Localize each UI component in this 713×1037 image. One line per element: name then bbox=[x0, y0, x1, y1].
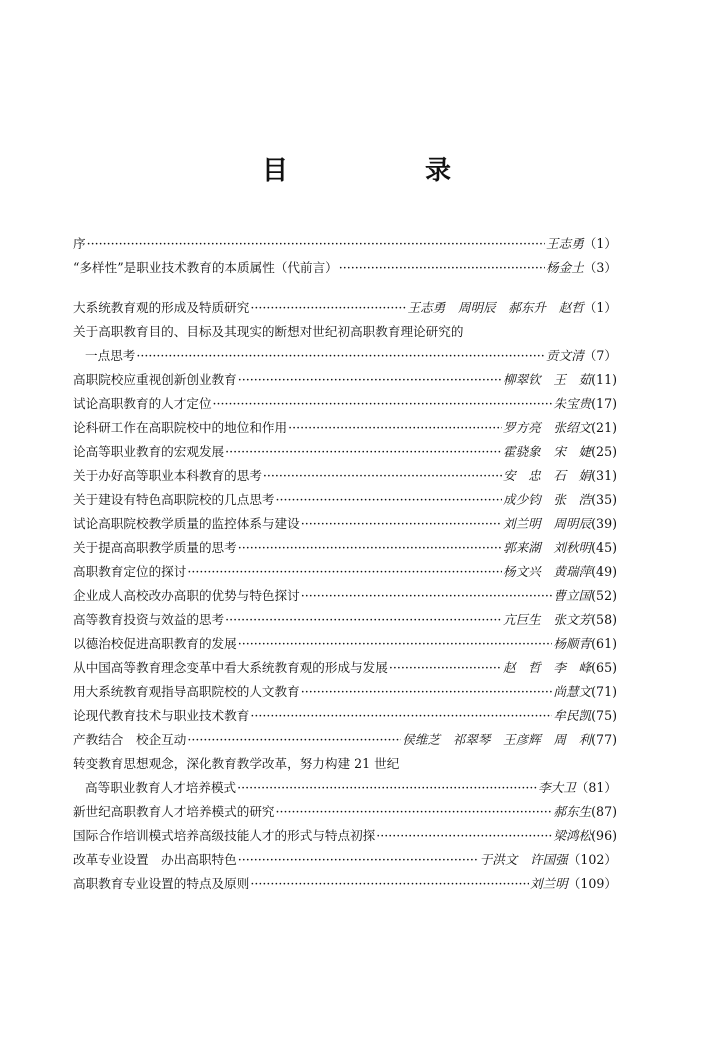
entry-author: 侯维芝 祁翠琴 王彦辉 周 利 bbox=[402, 732, 592, 747]
toc-entry[interactable] bbox=[73, 344, 617, 368]
entry-page: (52) bbox=[591, 588, 617, 603]
dot-leader bbox=[87, 232, 545, 256]
entry-page: (21) bbox=[591, 420, 617, 435]
entry-page: (65) bbox=[591, 660, 617, 675]
entry-author: 杨金土 bbox=[546, 260, 584, 275]
toc-entry[interactable] bbox=[73, 232, 617, 256]
entry-author: 朱宝贵 bbox=[553, 396, 592, 411]
dot-leader bbox=[389, 656, 502, 680]
entry-title: 高职教育定位的探讨 bbox=[73, 564, 187, 579]
toc-entry[interactable] bbox=[73, 824, 617, 848]
entry-title: 关于建设有特色高职院校的几点思考 bbox=[73, 492, 275, 507]
entry-author: 贡文清 bbox=[546, 348, 584, 363]
entry-author: 霍骁象 宋 婕 bbox=[502, 444, 592, 459]
toc-entry[interactable] bbox=[73, 560, 617, 584]
entry-title: 大系统教育观的形成及特质研究 bbox=[73, 300, 250, 315]
dot-leader bbox=[187, 560, 502, 584]
dot-leader bbox=[288, 416, 502, 440]
dot-leader bbox=[238, 368, 502, 392]
toc-entry[interactable] bbox=[73, 848, 617, 872]
toc-entry[interactable] bbox=[73, 656, 617, 680]
entry-title: 试论高职院校教学质量的监控体系与建设 bbox=[73, 516, 300, 531]
toc-entry[interactable] bbox=[73, 800, 617, 824]
toc-entry[interactable] bbox=[73, 368, 617, 392]
toc-entry[interactable] bbox=[73, 776, 617, 800]
dot-leader bbox=[250, 872, 529, 896]
entry-author: 成少钧 张 浩 bbox=[502, 492, 592, 507]
entry-page: (75) bbox=[591, 708, 617, 723]
dot-leader bbox=[301, 512, 502, 536]
entry-author: 罗方亮 张绍文 bbox=[502, 420, 592, 435]
entry-page: (96) bbox=[591, 828, 617, 843]
dot-leader bbox=[250, 704, 552, 728]
entry-title: 改革专业设置 办出高职特色 bbox=[73, 852, 237, 867]
entry-author: 梁鸿松 bbox=[553, 828, 592, 843]
entry-title: 企业成人高校改办高职的优势与特色探讨 bbox=[73, 588, 300, 603]
chapter-list bbox=[73, 296, 617, 896]
entry-author: 杨文兴 黄瑞萍 bbox=[502, 564, 592, 579]
entry-author: 杨顺青 bbox=[553, 636, 592, 651]
dot-leader bbox=[136, 344, 545, 368]
entry-page: （1） bbox=[583, 236, 617, 251]
dot-leader bbox=[225, 440, 502, 464]
entry-page: (71) bbox=[591, 684, 617, 699]
toc-entry[interactable] bbox=[73, 392, 617, 416]
toc-entry[interactable] bbox=[73, 632, 617, 656]
entry-page: （109） bbox=[567, 876, 617, 891]
toc-entry[interactable] bbox=[73, 464, 617, 488]
entry-author: 牟民凯 bbox=[553, 708, 592, 723]
dot-leader bbox=[238, 536, 502, 560]
dot-leader bbox=[376, 824, 552, 848]
entry-title: 国际合作培训模式培养高级技能人才的形式与特点初探 bbox=[73, 828, 376, 843]
entry-author: 安 忠 石 娟 bbox=[502, 468, 592, 483]
toc-entry[interactable] bbox=[73, 584, 617, 608]
entry-page: (87) bbox=[591, 804, 617, 819]
entry-page: (45) bbox=[591, 540, 617, 555]
dot-leader bbox=[301, 584, 553, 608]
entry-title: 论科研工作在高职院校中的地位和作用 bbox=[73, 420, 288, 435]
entry-page: (61) bbox=[591, 636, 617, 651]
entry-page: (49) bbox=[591, 564, 617, 579]
dot-leader bbox=[238, 848, 479, 872]
toc-entry[interactable] bbox=[73, 680, 617, 704]
entry-page: (58) bbox=[591, 612, 617, 627]
toc-entry[interactable] bbox=[73, 704, 617, 728]
entry-title: 试论高职教育的人才定位 bbox=[73, 396, 212, 411]
entry-title: 关于办好高等职业本科教育的思考 bbox=[73, 468, 262, 483]
entry-page: (39) bbox=[591, 516, 617, 531]
entry-author: 柳翠钦 王 茹 bbox=[502, 372, 592, 387]
entry-title: 以德治校促进高职教育的发展 bbox=[73, 636, 237, 651]
entry-title: 关于提高高职教学质量的思考 bbox=[73, 540, 237, 555]
entry-page: （102） bbox=[567, 852, 617, 867]
dot-leader bbox=[276, 488, 502, 512]
entry-page: (25) bbox=[591, 444, 617, 459]
toc-entry[interactable] bbox=[73, 488, 617, 512]
dot-leader bbox=[213, 392, 553, 416]
dot-leader bbox=[250, 296, 406, 320]
entry-page: (31) bbox=[591, 468, 617, 483]
entry-author: 于洪文 许国强 bbox=[479, 852, 568, 867]
entry-author: 亢巨生 张文芳 bbox=[502, 612, 592, 627]
dot-leader bbox=[225, 608, 502, 632]
entry-author: 曹立国 bbox=[553, 588, 592, 603]
toc-entry-title-line[interactable]: 关于高职教育目的、目标及其现实的断想对世纪初高职教育理论研究的 bbox=[73, 324, 464, 339]
entry-title: 新世纪高职教育人才培养模式的研究 bbox=[73, 804, 275, 819]
entry-author: 郭来湖 刘秋明 bbox=[502, 540, 592, 555]
entry-author: 王志勇 bbox=[546, 236, 584, 251]
entry-title: 高职教育专业设置的特点及原则 bbox=[73, 876, 250, 891]
dot-leader bbox=[187, 728, 401, 752]
toc-entry[interactable] bbox=[73, 536, 617, 560]
toc-entry[interactable] bbox=[73, 256, 617, 280]
table-of-contents bbox=[73, 232, 617, 896]
toc-entry[interactable] bbox=[73, 608, 617, 632]
toc-entry[interactable] bbox=[73, 296, 617, 320]
entry-author: 郝东生 bbox=[553, 804, 592, 819]
entry-title: 论高等职业教育的宏观发展 bbox=[73, 444, 225, 459]
page-title: 目 录 bbox=[261, 156, 516, 186]
front-matter bbox=[73, 232, 617, 280]
entry-title: 高职院校应重视创新创业教育 bbox=[73, 372, 237, 387]
dot-leader bbox=[339, 256, 545, 280]
entry-page: (17) bbox=[591, 396, 617, 411]
entry-title: 论现代教育技术与职业技术教育 bbox=[73, 708, 250, 723]
entry-author: 王志勇 周明辰 郝东升 赵哲 bbox=[407, 300, 584, 315]
entry-author: 赵 哲 李 峰 bbox=[502, 660, 592, 675]
entry-author: 尚慧文 bbox=[553, 684, 592, 699]
toc-entry[interactable] bbox=[73, 512, 617, 536]
dot-leader bbox=[238, 632, 553, 656]
entry-author: 刘兰明 周明辰 bbox=[502, 516, 592, 531]
section-gap bbox=[73, 280, 617, 296]
entry-title: 高等职业教育人才培养模式 bbox=[85, 780, 237, 795]
entry-page: （7） bbox=[583, 348, 617, 363]
entry-title: 从中国高等教育理念变革中看大系统教育观的形成与发展 bbox=[73, 660, 388, 675]
entry-page: （81） bbox=[575, 780, 617, 795]
toc-entry[interactable] bbox=[73, 440, 617, 464]
entry-author: 刘兰明 bbox=[529, 876, 568, 891]
toc-entry-title-line[interactable]: 转变教育思想观念，深化教育教学改革，努力构建 21 世纪 bbox=[73, 756, 400, 771]
entry-title: 序 bbox=[73, 236, 86, 251]
entry-title: 用大系统教育观指导高职院校的人文教育 bbox=[73, 684, 300, 699]
dot-leader bbox=[301, 680, 553, 704]
dot-leader bbox=[237, 776, 537, 800]
entry-page: （1） bbox=[583, 300, 617, 315]
toc-entry[interactable] bbox=[73, 728, 617, 752]
entry-page: (11) bbox=[591, 372, 617, 387]
entry-title: “多样性”是职业技术教育的本质属性（代前言） bbox=[73, 260, 338, 275]
entry-page: （3） bbox=[583, 260, 617, 275]
dot-leader bbox=[263, 464, 502, 488]
dot-leader bbox=[276, 800, 553, 824]
entry-author: 李大卫 bbox=[538, 780, 576, 795]
toc-entry[interactable] bbox=[73, 416, 617, 440]
entry-page: (35) bbox=[591, 492, 617, 507]
entry-page: (77) bbox=[591, 732, 617, 747]
toc-entry[interactable] bbox=[73, 872, 617, 896]
entry-title: 一点思考 bbox=[85, 348, 136, 363]
entry-title: 产教结合 校企互动 bbox=[73, 732, 187, 747]
entry-title: 高等教育投资与效益的思考 bbox=[73, 612, 225, 627]
